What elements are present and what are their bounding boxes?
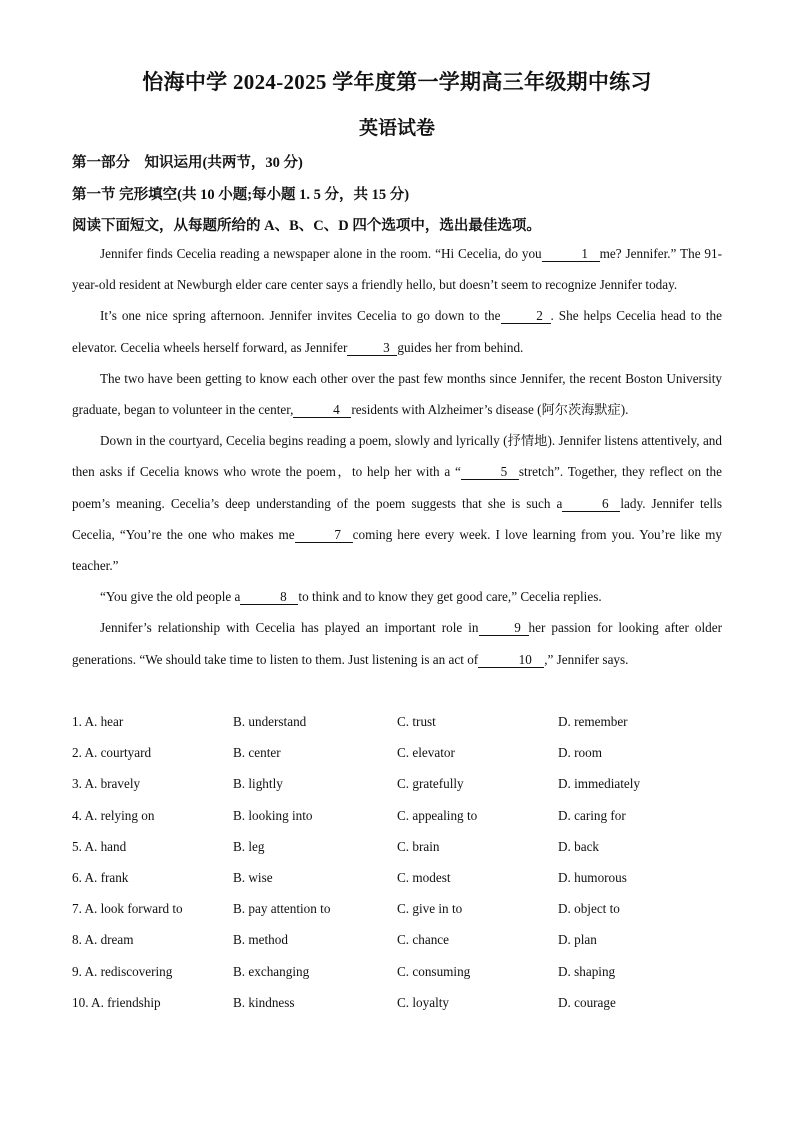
passage-text: lady. Jennifer tells Cecelia, “You’re the one who makes me [72, 495, 722, 542]
option-row-10 [72, 987, 732, 1018]
option-c: C. give in to [397, 901, 463, 917]
option-row-4 [72, 800, 732, 831]
option-d: D. remember [558, 714, 628, 729]
option-row-9 [72, 956, 732, 987]
instruction-text: 阅读下面短文，从每题所给的 A、B、C、D 四个选项中，选出最佳选项。 [72, 218, 541, 234]
option-b: B. looking into [233, 807, 313, 823]
option-row-7 [72, 893, 732, 924]
exam-title: 怡海中学 2024-2025 学年度第一学期高三年级期中练习 [142, 70, 652, 94]
option-a: 7. A. look forward to [72, 901, 183, 917]
blank-6: 6 [562, 497, 620, 512]
option-c: C. appealing to [397, 807, 478, 823]
passage-text: “You give the old people a [100, 589, 241, 605]
passage-text: residents with Alzheimer’s disease (阿尔茨海默症). [351, 402, 629, 418]
passage-text: stretch”. Together, they reflect on the poem’s meaning. Cecelia’s deep understanding of the poem suggests that she is such a [72, 464, 723, 511]
exam-subtitle: 英语试卷 [358, 118, 435, 139]
option-a: 10. A. friendship [72, 994, 161, 1010]
option-a: 9. A. rediscovering [72, 963, 173, 979]
option-d: D. courage [558, 994, 616, 1010]
passage-text: It’s one nice spring afternoon. Jennifer invites Cecelia to go down to the [100, 308, 501, 324]
option-c: C. chance [397, 932, 449, 948]
option-a: 1. A. hear [72, 714, 124, 729]
option-c: C. modest [397, 869, 451, 885]
blank-8: 8 [240, 590, 298, 605]
paragraph-3 [72, 363, 722, 425]
option-b: B. wise [233, 869, 273, 885]
blank-4: 4 [293, 403, 351, 418]
option-a: 3. A. bravely [72, 776, 141, 792]
option-a: 5. A. hand [72, 838, 127, 854]
option-b: B. center [233, 745, 281, 761]
option-row-3 [72, 768, 732, 799]
option-b: B. pay attention to [233, 901, 331, 917]
option-d: D. back [558, 838, 600, 854]
option-row-1 [72, 706, 732, 737]
option-a: 6. A. frank [72, 869, 129, 885]
passage-text: . She helps Cecelia head to the elevator. Cecelia wheels herself forward, as Jennifer [72, 308, 722, 355]
option-row-2 [72, 737, 732, 768]
paragraph-2 [72, 300, 722, 362]
option-d: D. plan [558, 932, 597, 948]
blank-5: 5 [461, 465, 519, 480]
option-d: D. humorous [558, 869, 627, 885]
blank-2: 2 [501, 309, 551, 324]
passage-text: coming here every week. I love learning from you. You’re like my teacher.” [72, 526, 722, 574]
passage-text: guides her from behind. [397, 339, 524, 355]
passage-text: ,” Jennifer says. [544, 651, 629, 667]
passage-text: to think and to know they get good care,” Cecelia replies. [298, 589, 602, 605]
option-b: B. kindness [233, 994, 295, 1010]
blank-9: 9 [479, 621, 529, 636]
cloze-passage [72, 238, 722, 675]
options-list [72, 706, 732, 1018]
option-c: C. loyalty [397, 994, 450, 1010]
passage-text: her passion for looking after older generations. “We should take time to listen to them. Just listening is an act of [72, 620, 723, 667]
option-d: D. shaping [558, 963, 616, 979]
passage-text: Down in the courtyard, Cecelia begins reading a poem, slowly and lyrically (抒情地). Jennifer listens attentively, and then asks if Cecelia knows who wrote the poem，to help her with a “ [72, 433, 722, 480]
option-c: C. elevator [397, 745, 455, 761]
passage-text: Jennifer’s relationship with Cecelia has played an important role in [100, 620, 479, 636]
blank-10: 10 [478, 653, 544, 668]
option-row-5 [72, 831, 732, 862]
option-a: 4. A. relying on [72, 807, 155, 823]
option-c: C. gratefully [397, 776, 464, 792]
option-a: 8. A. dream [72, 932, 134, 948]
option-b: B. lightly [233, 776, 283, 792]
option-d: D. object to [558, 901, 620, 917]
option-d: D. room [558, 745, 602, 761]
paragraph-1 [72, 238, 722, 300]
option-b: B. method [233, 932, 288, 948]
option-b: B. exchanging [233, 963, 310, 979]
option-d: D. caring for [558, 807, 626, 823]
passage-text: The two have been getting to know each other over the past few months since Jennifer, the recent Boston University graduate, began to volunteer in the center, [72, 370, 722, 418]
part-heading: 第一部分 知识运用(共两节，30 分) [72, 155, 303, 171]
option-d: D. immediately [558, 776, 641, 792]
option-c: C. brain [397, 838, 440, 854]
option-b: B. leg [233, 838, 265, 854]
passage-text: me? Jennifer.” The 91-year-old resident at Newburgh elder care center says a friendly hello, but doesn’t seem to recognize Jennifer today. [72, 246, 723, 293]
option-c: C. consuming [397, 963, 471, 979]
paragraph-4 [72, 425, 722, 581]
passage-text: Jennifer finds Cecelia reading a newspaper alone in the room. “Hi Cecelia, do you [100, 246, 542, 261]
paragraph-6 [72, 612, 722, 674]
blank-3: 3 [347, 341, 397, 356]
option-b: B. understand [233, 714, 307, 729]
option-row-6 [72, 862, 732, 893]
blank-1: 1 [542, 247, 600, 262]
blank-7: 7 [295, 528, 353, 543]
paragraph-5 [72, 581, 722, 612]
option-c: C. trust [397, 714, 436, 729]
option-row-8 [72, 924, 732, 955]
option-a: 2. A. courtyard [72, 745, 152, 761]
section-heading: 第一节 完形填空(共 10 小题;每小题 1. 5 分，共 15 分) [72, 187, 410, 203]
